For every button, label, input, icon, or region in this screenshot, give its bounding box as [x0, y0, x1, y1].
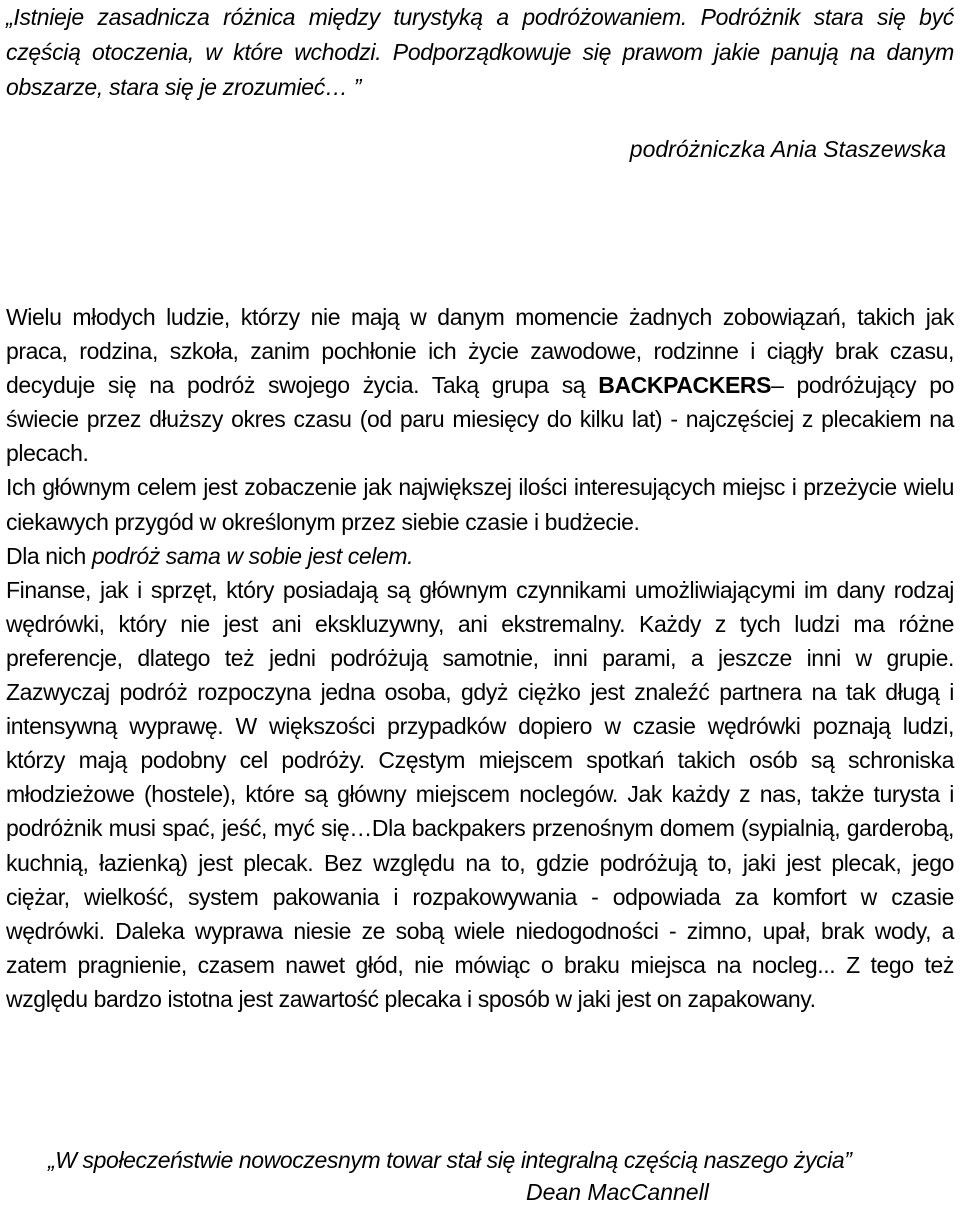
paragraph-backpackers-intro: [6, 300, 954, 470]
paragraph-goal: Ich głównym celem jest zobaczenie jak największej ilości interesujących miejsc i przeżycie wielu ciekawych przygód w określonym przez siebie czasie i budżecie.: [6, 474, 954, 535]
intro-quote-author: podróżniczka Ania Staszewska: [629, 136, 946, 162]
paragraph-finances-and-gear: Finanse, jak i sprzęt, który posiadają są głównym czynnikami umożliwiającymi im dany rodzaj wędrówki, który nie jest ani ekskluzywny, ani ekstremalny. Każdy z tych ludzi ma różne preferencje, dlatego też jedni podróżują samotnie, inni parami, a jeszcze inni w grupie. Zazwyczaj podróż rozpoczyna jedna osoba, gdyż ciężko jest znaleźć partnera na tak długą i intensywną wyprawę. W większości przypadków dopiero w czasie wędrówki poznają ludzi, którzy mają podobny cel podróży. Częstym miejscem spotkań takich osób są schroniska młodzieżowe (hostele), które są główny miejscem noclegów. Jak każdy z nas, także turysta i podróżnik musi spać, jeść, myć się…Dla backpakers przenośnym domem (sypialnią, garderobą, kuchnią, łazienką) jest plecak. Bez względu na to, gdzie podróżują to, jaki jest plecak, jego ciężar, wielkość, system pakowania i rozpakowywania - odpowiada za komfort w czasie wędrówki. Daleka wyprawa niesie ze sobą wiele niedogodności - zimno, upał, brak wody, a zatem pragnienie, czasem nawet głód, nie mówiąc o braku miejsca na nocleg... Z tego też względu bardzo istotna jest zawartość plecaka i sposób w jaki jest on zapakowany.: [6, 576, 954, 1012]
paragraph-text: – podróżujący po świecie przez dłuższy okres czasu (od paru miesięcy do kilku lat) - najczęściej z plecakiem na plecach.: [6, 372, 954, 467]
closing-quote-author: Dean MacCannell: [526, 1179, 709, 1205]
emphasis-text: podróż sama w sobie jest celem.: [91, 542, 414, 569]
closing-quote: „W społeczeństwie nowoczesnym towar stał się integralną częścią naszego życia”: [48, 1147, 852, 1173]
paragraph-journey-goal: [6, 539, 954, 573]
main-text: [6, 300, 954, 1016]
paragraph-text: Wielu młodych ludzie, którzy nie mają w danym momencie żadnych zobowiązań, takich jak praca, rodzina, szkoła, zanim pochłonie ich życie zawodowe, rodzinne i ciągły brak czasu, decyduje się na podróż swojego życia. Taką grupa są: [6, 304, 954, 399]
intro-quote: „Istnieje zasadnicza różnica między turystyką a podróżowaniem. Podróżnik stara się być częścią otoczenia, w które wchodzi. Podporządkowuje się prawom jakie panują na danym obszarze, stara się je zrozumieć… ”: [6, 4, 954, 100]
backpackers-term: BACKPACKERS: [598, 372, 772, 399]
paragraph-text: Dla nich: [6, 542, 92, 569]
